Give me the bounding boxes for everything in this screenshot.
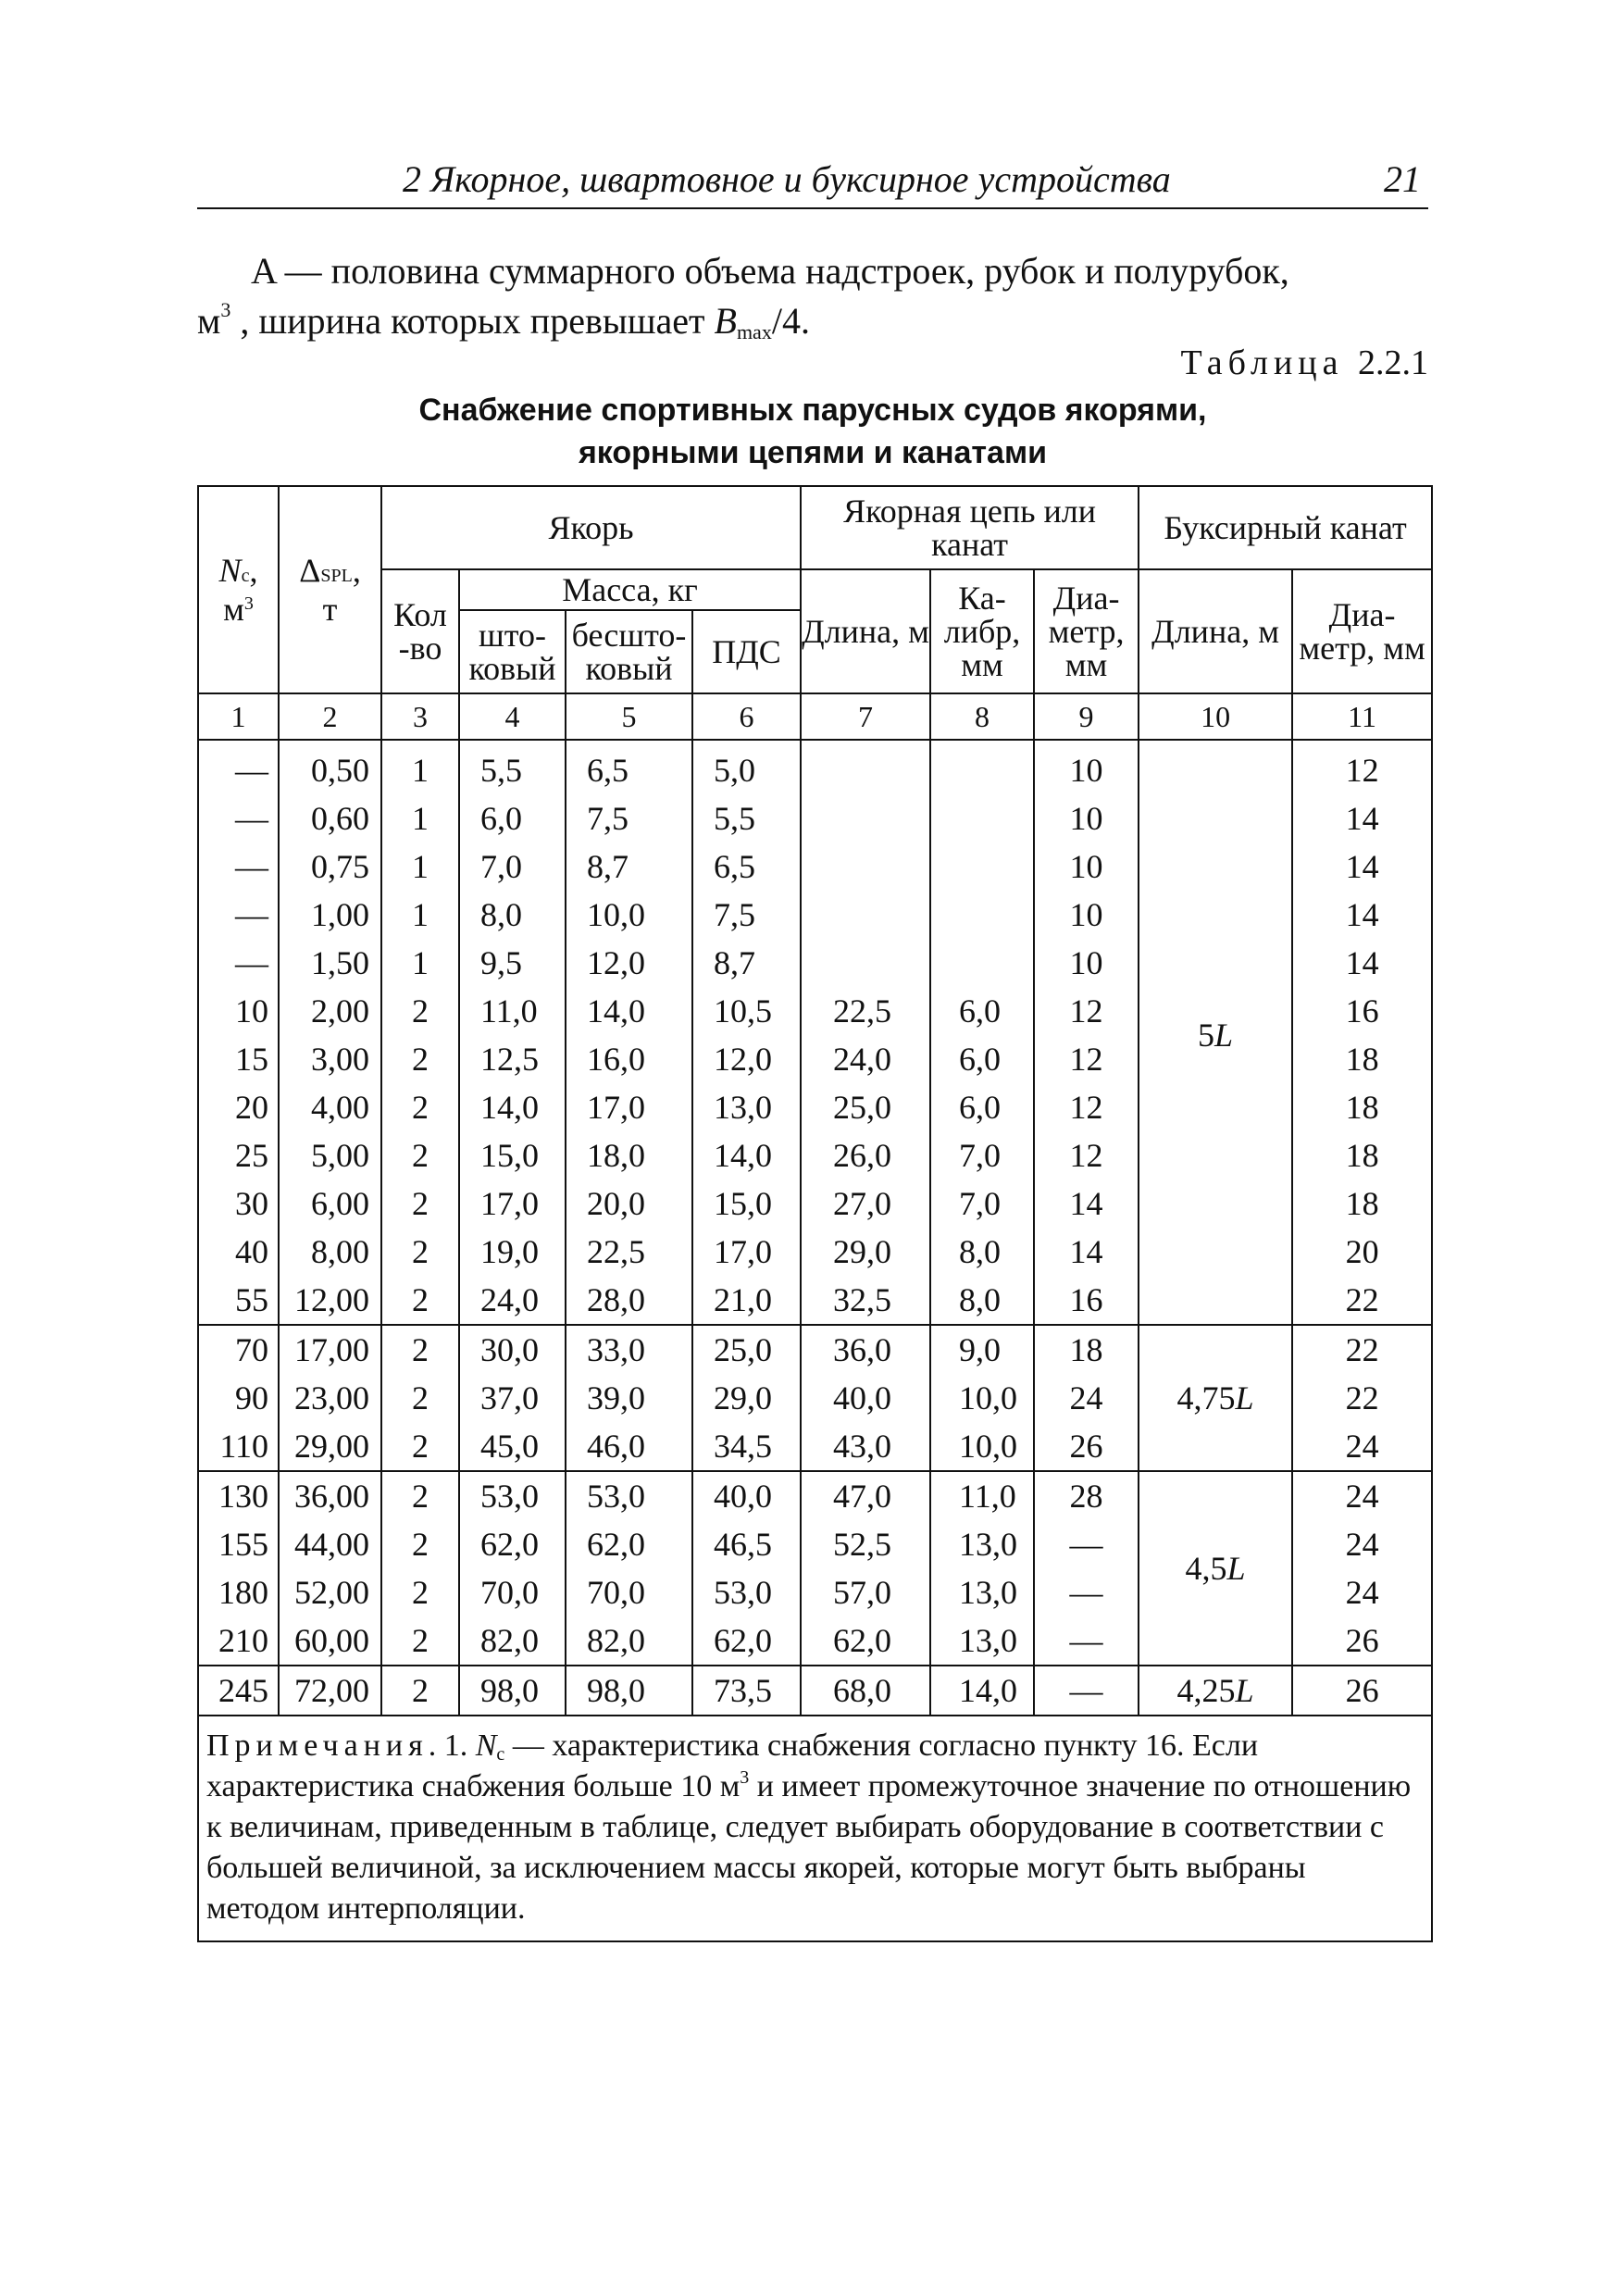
table-cell: 6,00 xyxy=(279,1179,381,1228)
table-note: Примечания. 1. $N_с$ — характеристика снабжения согласно пункту 16. Если характеристика снабжения больше 10 $м^3$ и имеет промежуточное значение по отношению к величинам, приведенным в таблице, следует выбирать оборудование в соответствии с большей величиной, за исключением массы якорей, которые могут быть выбраны методом интерполяции. xyxy=(198,1716,1432,1941)
table-cell: 37,0 xyxy=(459,1374,566,1422)
table-cell: 8,0 xyxy=(930,1228,1034,1276)
table-cell: 22 xyxy=(1292,1325,1432,1374)
table-cell: 2 xyxy=(381,1083,459,1131)
table-cell: 46,5 xyxy=(692,1520,801,1568)
table-cell: 90 xyxy=(198,1374,279,1422)
table-cell: 180 xyxy=(198,1568,279,1616)
header-caliber: Ка- либр, мм xyxy=(930,569,1034,693)
column-number: 10 xyxy=(1139,693,1292,740)
table-cell: 32,5 xyxy=(801,1276,930,1325)
running-header-title: 2 Якорное, швартовное и буксирное устройства xyxy=(403,158,1171,200)
table-cell: 22,5 xyxy=(566,1228,692,1276)
table-caption-line-2: якорными цепями и канатами xyxy=(578,435,1048,470)
table-cell: 8,0 xyxy=(459,891,566,939)
column-number: 2 xyxy=(279,693,381,740)
table-cell: 8,00 xyxy=(279,1228,381,1276)
table-cell: 1 xyxy=(381,842,459,891)
table-cell: 70,0 xyxy=(566,1568,692,1616)
table-label-number: 2.2.1 xyxy=(1358,343,1428,382)
table-cell: — xyxy=(1034,1520,1139,1568)
tow-length-cell xyxy=(1139,1471,1292,1666)
table-cell: 29,00 xyxy=(279,1422,381,1471)
header-mass: Масса, кг xyxy=(459,569,801,610)
intro-line-2 xyxy=(197,300,810,342)
table-cell: 1 xyxy=(381,794,459,842)
header-stockless: бесшто- ковый xyxy=(566,610,692,693)
table-cell: 10 xyxy=(1034,740,1139,794)
table-cell: 55 xyxy=(198,1276,279,1325)
table-cell: 33,0 xyxy=(566,1325,692,1374)
table-cell: 53,0 xyxy=(692,1568,801,1616)
table-cell: 11,0 xyxy=(930,1471,1034,1520)
table-cell: 2 xyxy=(381,1035,459,1083)
table-cell: 3,00 xyxy=(279,1035,381,1083)
table-cell: 36,00 xyxy=(279,1471,381,1520)
table-cell: 6,5 xyxy=(566,740,692,794)
table-cell: 25,0 xyxy=(801,1083,930,1131)
table-cell: 24,0 xyxy=(801,1035,930,1083)
table-cell: — xyxy=(198,740,279,794)
table-cell: 10,5 xyxy=(692,987,801,1035)
table-cell: 40,0 xyxy=(801,1374,930,1422)
empty-chain-length-cell xyxy=(801,740,930,987)
table-cell: 6,5 xyxy=(692,842,801,891)
table-cell: 5,5 xyxy=(459,740,566,794)
table-cell: 17,0 xyxy=(459,1179,566,1228)
table-cell: 24,0 xyxy=(459,1276,566,1325)
table-cell: 14,0 xyxy=(566,987,692,1035)
table-cell: 2 xyxy=(381,1228,459,1276)
table-cell: 14 xyxy=(1034,1228,1139,1276)
table-cell: — xyxy=(1034,1616,1139,1666)
table-cell: 24 xyxy=(1292,1422,1432,1471)
table-cell: 14 xyxy=(1292,842,1432,891)
tow-length-cell xyxy=(1139,1325,1292,1471)
table-cell: 40,0 xyxy=(692,1471,801,1520)
header-tow-length: Длина, м xyxy=(1139,569,1292,693)
table-cell: 14 xyxy=(1292,891,1432,939)
column-number: 3 xyxy=(381,693,459,740)
table-cell: 24 xyxy=(1292,1520,1432,1568)
table-cell: 11,0 xyxy=(459,987,566,1035)
table-cell: 7,0 xyxy=(930,1131,1034,1179)
table-cell: 1 xyxy=(381,939,459,987)
table-cell: 2 xyxy=(381,1471,459,1520)
table-cell: 47,0 xyxy=(801,1471,930,1520)
table-cell: 13,0 xyxy=(930,1616,1034,1666)
table-cell: 22,5 xyxy=(801,987,930,1035)
table-cell: 6,0 xyxy=(459,794,566,842)
table-cell: 20,0 xyxy=(566,1179,692,1228)
column-number: 5 xyxy=(566,693,692,740)
anchor-equipment-table xyxy=(197,485,1433,1942)
table-cell: 2 xyxy=(381,1131,459,1179)
intro-var: B xyxy=(714,300,737,342)
table-cell: 1 xyxy=(381,740,459,794)
table-cell: 210 xyxy=(198,1616,279,1666)
table-cell: 16,0 xyxy=(566,1035,692,1083)
table-cell: 13,0 xyxy=(930,1520,1034,1568)
intro-unit: м xyxy=(197,300,221,342)
table-cell: 13,0 xyxy=(930,1568,1034,1616)
table-cell: 8,0 xyxy=(930,1276,1034,1325)
table-cell: 60,00 xyxy=(279,1616,381,1666)
table-cell: 26,0 xyxy=(801,1131,930,1179)
table-cell: 28,0 xyxy=(566,1276,692,1325)
table-cell: 10,0 xyxy=(566,891,692,939)
table-cell: 14,0 xyxy=(459,1083,566,1131)
header-chain-diameter: Диа- метр, мм xyxy=(1034,569,1139,693)
table-cell: 18,0 xyxy=(566,1131,692,1179)
table-cell: 24 xyxy=(1292,1568,1432,1616)
table-cell: — xyxy=(198,794,279,842)
column-number: 6 xyxy=(692,693,801,740)
table-cell: 245 xyxy=(198,1666,279,1716)
table-cell: 29,0 xyxy=(801,1228,930,1276)
table-cell: 6,0 xyxy=(930,1083,1034,1131)
table-cell: 62,0 xyxy=(801,1616,930,1666)
table-cell: 16 xyxy=(1292,987,1432,1035)
table-cell: 12,00 xyxy=(279,1276,381,1325)
table-cell: 12 xyxy=(1034,1035,1139,1083)
intro-end: /4. xyxy=(771,300,810,342)
table-cell: 70,0 xyxy=(459,1568,566,1616)
table-cell: 18 xyxy=(1292,1035,1432,1083)
tow-length-value: 4,75 xyxy=(1176,1379,1236,1416)
table-cell: 22 xyxy=(1292,1276,1432,1325)
table-cell: 7,5 xyxy=(692,891,801,939)
table-cell: 29,0 xyxy=(692,1374,801,1422)
table-cell: 72,00 xyxy=(279,1666,381,1716)
table-cell: 22 xyxy=(1292,1374,1432,1422)
table-cell: 4,00 xyxy=(279,1083,381,1131)
table-cell: 155 xyxy=(198,1520,279,1568)
tow-length-value: 4,25 xyxy=(1176,1672,1236,1709)
table-cell: 9,5 xyxy=(459,939,566,987)
table-cell: 25,0 xyxy=(692,1325,801,1374)
table-cell: 62,0 xyxy=(692,1616,801,1666)
table-label-word: Таблица xyxy=(1180,343,1344,382)
table-row xyxy=(198,1471,1432,1520)
table-cell: 18 xyxy=(1292,1179,1432,1228)
intro-var-sub: max xyxy=(736,320,772,343)
table-cell: 44,00 xyxy=(279,1520,381,1568)
table-cell: 10 xyxy=(1034,842,1139,891)
table-cell: 1 xyxy=(381,891,459,939)
table-caption xyxy=(197,389,1428,474)
table-cell: — xyxy=(1034,1568,1139,1616)
table-cell: 17,0 xyxy=(566,1083,692,1131)
table-cell: 6,0 xyxy=(930,987,1034,1035)
table-row xyxy=(198,1325,1432,1374)
table-cell: 18 xyxy=(1292,1131,1432,1179)
table-cell: 7,0 xyxy=(930,1179,1034,1228)
intro-text: , ширина которых превышает xyxy=(230,300,715,342)
table-cell: 10 xyxy=(198,987,279,1035)
table-cell: 2 xyxy=(381,1374,459,1422)
table-cell: 16 xyxy=(1034,1276,1139,1325)
page-number: 21 xyxy=(1384,158,1421,200)
table-cell: 1,00 xyxy=(279,891,381,939)
table-cell: 1,50 xyxy=(279,939,381,987)
table-cell: 70 xyxy=(198,1325,279,1374)
table-cell: 2 xyxy=(381,1422,459,1471)
table-cell: 14 xyxy=(1292,794,1432,842)
table-row xyxy=(198,740,1432,794)
table-cell: 52,00 xyxy=(279,1568,381,1616)
table-cell: — xyxy=(198,842,279,891)
table-cell: 30 xyxy=(198,1179,279,1228)
table-label xyxy=(1180,343,1428,383)
table-cell: 17,00 xyxy=(279,1325,381,1374)
table-cell: 25 xyxy=(198,1131,279,1179)
table-cell: 26 xyxy=(1034,1422,1139,1471)
table-cell: 2 xyxy=(381,1325,459,1374)
table-cell: 28 xyxy=(1034,1471,1139,1520)
table-cell: 14,0 xyxy=(930,1666,1034,1716)
tow-length-cell xyxy=(1139,740,1292,1325)
table-cell: 15,0 xyxy=(692,1179,801,1228)
table-cell: 2 xyxy=(381,1666,459,1716)
table-cell: 12 xyxy=(1034,987,1139,1035)
column-number: 4 xyxy=(459,693,566,740)
table-cell: 19,0 xyxy=(459,1228,566,1276)
tow-length-var: L xyxy=(1226,1550,1246,1587)
table-cell: 62,0 xyxy=(566,1520,692,1568)
table-cell: 0,75 xyxy=(279,842,381,891)
table-cell: 8,7 xyxy=(692,939,801,987)
tow-length-var: L xyxy=(1235,1672,1254,1709)
table-cell: 82,0 xyxy=(566,1616,692,1666)
table-cell: 5,00 xyxy=(279,1131,381,1179)
table-row xyxy=(198,1666,1432,1716)
table-cell: 2,00 xyxy=(279,987,381,1035)
table-cell: 6,0 xyxy=(930,1035,1034,1083)
header-anchor: Якорь xyxy=(381,486,801,569)
table-cell: 7,0 xyxy=(459,842,566,891)
table-cell: 98,0 xyxy=(566,1666,692,1716)
table-cell: 18 xyxy=(1034,1325,1139,1374)
table-cell: 36,0 xyxy=(801,1325,930,1374)
table-cell: 52,5 xyxy=(801,1520,930,1568)
table-cell: 13,0 xyxy=(692,1083,801,1131)
table-cell: 0,60 xyxy=(279,794,381,842)
table-cell: 20 xyxy=(198,1083,279,1131)
table-cell: 8,7 xyxy=(566,842,692,891)
table-cell: 62,0 xyxy=(459,1520,566,1568)
table-cell: 14,0 xyxy=(692,1131,801,1179)
column-number: 9 xyxy=(1034,693,1139,740)
table-cell: 15,0 xyxy=(459,1131,566,1179)
table-cell: 2 xyxy=(381,1520,459,1568)
table-cell: 26 xyxy=(1292,1666,1432,1716)
table-cell: 24 xyxy=(1292,1471,1432,1520)
table-cell: 53,0 xyxy=(459,1471,566,1520)
table-cell: 39,0 xyxy=(566,1374,692,1422)
table-cell: 10 xyxy=(1034,939,1139,987)
header-count: Кол -во xyxy=(381,569,459,693)
table-cell: 130 xyxy=(198,1471,279,1520)
tow-length-value: 4,5 xyxy=(1185,1550,1227,1587)
empty-caliber-cell xyxy=(930,740,1034,987)
table-cell: 10,0 xyxy=(930,1374,1034,1422)
table-cell: 2 xyxy=(381,1616,459,1666)
table-caption-line-1: Снабжение спортивных парусных судов якорями, xyxy=(418,393,1207,428)
tow-length-var: L xyxy=(1214,1017,1234,1054)
table-cell: 24 xyxy=(1034,1374,1139,1422)
table-cell: 12 xyxy=(1034,1131,1139,1179)
table-cell: 34,5 xyxy=(692,1422,801,1471)
table-cell: 14 xyxy=(1034,1179,1139,1228)
table-cell: 82,0 xyxy=(459,1616,566,1666)
table-cell: 2 xyxy=(381,1568,459,1616)
header-tow-diameter: Диа- метр, мм xyxy=(1292,569,1432,693)
intro-line-1: A — половина суммарного объема надстроек, рубок и полурубок, xyxy=(251,250,1289,292)
header-chain-length: Длина, м xyxy=(801,569,930,693)
table-cell: 12 xyxy=(1292,740,1432,794)
intro-unit-sup: 3 xyxy=(220,298,231,321)
table-cell: 9,0 xyxy=(930,1325,1034,1374)
tow-length-cell xyxy=(1139,1666,1292,1716)
column-number: 1 xyxy=(198,693,279,740)
header-tow: Буксирный канат xyxy=(1139,486,1432,569)
table-cell: 10 xyxy=(1034,891,1139,939)
table-cell: 12 xyxy=(1034,1083,1139,1131)
table-cell: 12,0 xyxy=(692,1035,801,1083)
table-cell: — xyxy=(1034,1666,1139,1716)
table-cell: 7,5 xyxy=(566,794,692,842)
table-body xyxy=(198,740,1432,1941)
intro-paragraph xyxy=(197,246,1428,346)
table-cell: 45,0 xyxy=(459,1422,566,1471)
table-cell: 68,0 xyxy=(801,1666,930,1716)
header-chain: Якорная цепь или канат xyxy=(801,486,1139,569)
table-cell: 27,0 xyxy=(801,1179,930,1228)
column-number: 11 xyxy=(1292,693,1432,740)
table-cell: 5,5 xyxy=(692,794,801,842)
table-cell: 46,0 xyxy=(566,1422,692,1471)
table-cell: 21,0 xyxy=(692,1276,801,1325)
table-cell: 2 xyxy=(381,1276,459,1325)
table-cell: 0,50 xyxy=(279,740,381,794)
table-cell: 20 xyxy=(1292,1228,1432,1276)
table-cell: 53,0 xyxy=(566,1471,692,1520)
column-number: 8 xyxy=(930,693,1034,740)
table-cell: 57,0 xyxy=(801,1568,930,1616)
table-cell: 26 xyxy=(1292,1616,1432,1666)
table-cell: 15 xyxy=(198,1035,279,1083)
table-cell: 2 xyxy=(381,1179,459,1228)
header-hhp: ПДС xyxy=(692,610,801,693)
table-cell: — xyxy=(198,891,279,939)
table-cell: 12,0 xyxy=(566,939,692,987)
tow-length-value: 5 xyxy=(1198,1017,1215,1054)
table-cell: 40 xyxy=(198,1228,279,1276)
table-cell: 98,0 xyxy=(459,1666,566,1716)
table-cell: 18 xyxy=(1292,1083,1432,1131)
table-cell: 5,0 xyxy=(692,740,801,794)
table-cell: 17,0 xyxy=(692,1228,801,1276)
table-cell: 12,5 xyxy=(459,1035,566,1083)
running-header xyxy=(197,156,1428,209)
column-number: 7 xyxy=(801,693,930,740)
table-cell: 10,0 xyxy=(930,1422,1034,1471)
table-cell: 30,0 xyxy=(459,1325,566,1374)
table-cell: — xyxy=(198,939,279,987)
table-cell: 110 xyxy=(198,1422,279,1471)
table-cell: 43,0 xyxy=(801,1422,930,1471)
table-cell: 14 xyxy=(1292,939,1432,987)
header-nc: Nc, $м^3$ xyxy=(198,486,279,693)
table-cell: 10 xyxy=(1034,794,1139,842)
header-stock: што- ковый xyxy=(459,610,566,693)
table-cell: 23,00 xyxy=(279,1374,381,1422)
tow-length-var: L xyxy=(1235,1379,1254,1416)
table-cell: 73,5 xyxy=(692,1666,801,1716)
header-delta: ΔSPL, т xyxy=(279,486,381,693)
table-cell: 2 xyxy=(381,987,459,1035)
